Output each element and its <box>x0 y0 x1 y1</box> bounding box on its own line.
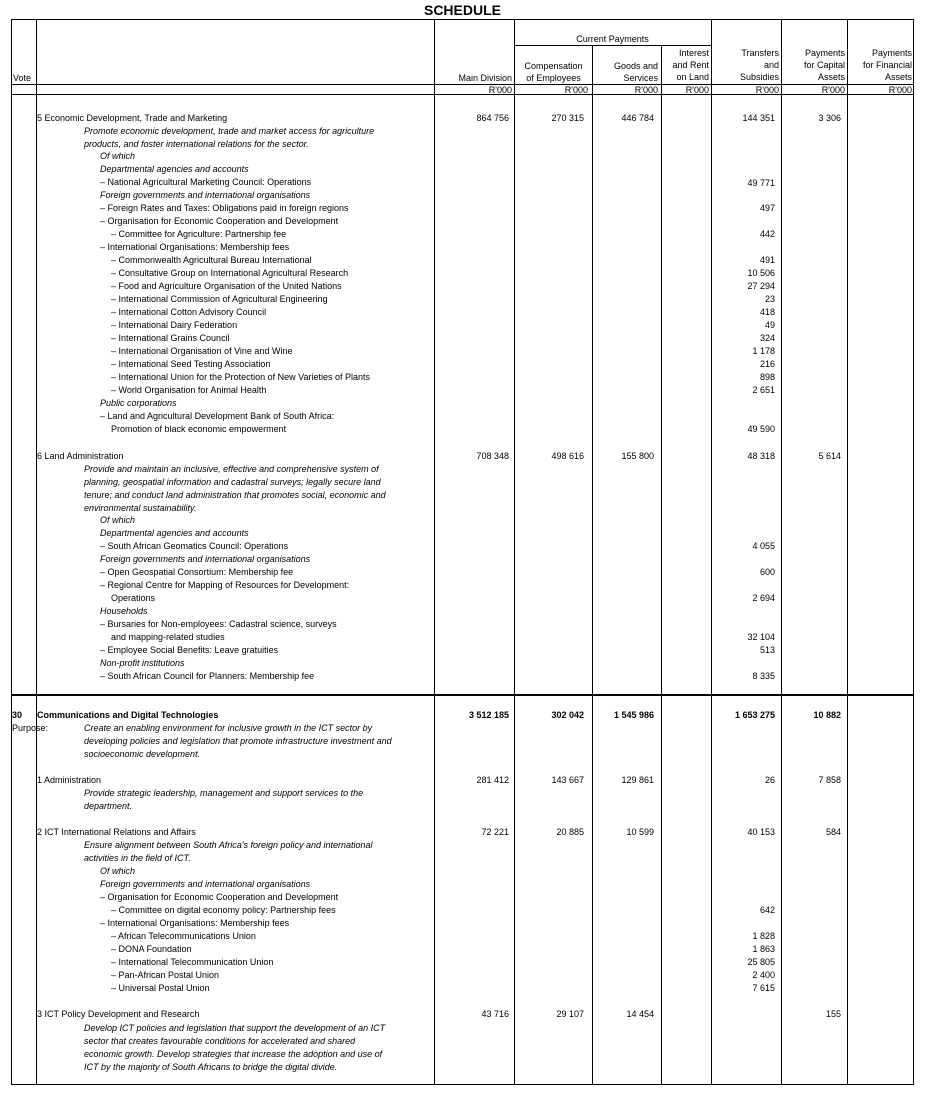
row-description: Provide and maintain an inclusive, effective and comprehensive system of <box>84 464 379 474</box>
cap-value: 3 306 <box>818 113 841 123</box>
goods-value: 129 861 <box>621 775 654 785</box>
trans-value: 144 351 <box>742 113 775 123</box>
row-description: – International Dairy Federation <box>111 320 238 330</box>
row-description: Create an enabling environment for inclusive growth in the ICT sector by <box>84 723 373 733</box>
row-description: Public corporations <box>100 398 177 408</box>
row-description: – National Agricultural Marketing Council: Operations <box>100 177 312 187</box>
vote-separator-rule <box>11 694 914 696</box>
row-description: department. <box>84 801 133 811</box>
row-description: – DONA Foundation <box>111 944 192 954</box>
trans-value: 497 <box>759 203 775 213</box>
compensation-header <box>515 60 592 84</box>
row-description: Departmental agencies and accounts <box>100 528 249 538</box>
trans-value: 40 153 <box>747 827 775 837</box>
col-border <box>434 19 435 1085</box>
row-description: Foreign governments and international organisations <box>100 554 311 564</box>
header-line: of Employees <box>526 73 581 83</box>
unit-label: R'000 <box>564 85 588 95</box>
row-description: – Foreign Rates and Taxes: Obligations paid in foreign regions <box>100 203 349 213</box>
trans-value: 491 <box>759 255 775 265</box>
goods-value: 155 800 <box>621 451 654 461</box>
main-value: 864 756 <box>476 113 509 123</box>
row-description: – International Seed Testing Association <box>111 359 271 369</box>
row-description: – International Union for the Protection of New Varieties of Plants <box>111 372 370 382</box>
interest-rent-header <box>662 47 709 83</box>
vote-value: 30 <box>12 710 23 720</box>
trans-value: 898 <box>759 372 775 382</box>
row-description: Provide strategic leadership, management and support services to the <box>84 788 364 798</box>
row-description: – South African Geomatics Council: Operations <box>100 541 289 551</box>
row-description: – Organisation for Economic Cooperation and Development <box>100 892 339 902</box>
row-description: – Open Geospatial Consortium: Membership fee <box>100 567 294 577</box>
row-description: – Land and Agricultural Development Bank of South Africa: <box>100 411 335 421</box>
row-description: – Regional Centre for Mapping of Resources for Development: <box>100 580 350 590</box>
row-description: 3 ICT Policy Development and Research <box>37 1009 200 1019</box>
row-description: planning, geospatial information and cadastral surveys; legally secure land <box>84 477 381 487</box>
trans-value: 216 <box>759 359 775 369</box>
row-description: – International Telecommunication Union <box>111 957 274 967</box>
header-line: and Rent <box>672 60 709 70</box>
trans-value: 8 335 <box>752 671 775 681</box>
col-border <box>592 45 593 1085</box>
unit-label: R'000 <box>755 85 779 95</box>
unit-label: R'000 <box>634 85 658 95</box>
row-description: Ensure alignment between South Africa's foreign policy and international <box>84 840 373 850</box>
row-description: Purpose: <box>12 723 49 733</box>
row-description: products, and foster international relations for the sector. <box>84 139 309 149</box>
row-description: Of which <box>100 866 136 876</box>
row-description: – Committee for Agriculture: Partnership fee <box>111 229 287 239</box>
trans-value: 2 694 <box>752 593 775 603</box>
trans-value: 27 294 <box>747 281 775 291</box>
trans-value: 49 <box>764 320 775 330</box>
unit-label: R'000 <box>888 85 912 95</box>
header-line: Assets <box>884 72 912 82</box>
header-line: Assets <box>817 72 845 82</box>
trans-value: 418 <box>759 307 775 317</box>
row-description: – International Cotton Advisory Council <box>111 307 267 317</box>
table-top-border <box>11 19 914 20</box>
row-description: – International Commission of Agricultural Engineering <box>111 294 328 304</box>
row-description: – International Organisations: Membership fees <box>100 242 290 252</box>
financial-assets-header <box>848 47 912 83</box>
row-description: 1 Administration <box>37 775 102 785</box>
trans-value: 1 863 <box>752 944 775 954</box>
cap-value: 155 <box>825 1009 841 1019</box>
trans-value: 600 <box>759 567 775 577</box>
cap-value: 7 858 <box>818 775 841 785</box>
unit-label: R'000 <box>488 85 512 95</box>
header-line: on Land <box>676 72 709 82</box>
current-payments-divider <box>514 45 711 46</box>
trans-value: 442 <box>759 229 775 239</box>
row-description: Develop ICT policies and legislation that support the development of an ICT <box>84 1023 386 1033</box>
vote-header: Vote <box>13 73 32 83</box>
row-description: – Bursaries for Non-employees: Cadastral science, surveys <box>100 619 337 629</box>
row-description: Non-profit institutions <box>100 658 185 668</box>
trans-value: 32 104 <box>747 632 775 642</box>
trans-value: 49 590 <box>747 424 775 434</box>
header-line: for Financial <box>862 60 912 70</box>
row-description: developing policies and legislation that promote infrastructure investment and <box>84 736 392 746</box>
row-description: Of which <box>100 515 136 525</box>
row-description: 2 ICT International Relations and Affairs <box>37 827 196 837</box>
row-description: activities in the field of ICT. <box>84 853 191 863</box>
trans-value: 2 651 <box>752 385 775 395</box>
comp-value: 20 885 <box>556 827 584 837</box>
cap-value: 10 882 <box>813 710 841 720</box>
row-description: Communications and Digital Technologies <box>37 710 219 720</box>
trans-value: 48 318 <box>747 451 775 461</box>
row-description: – South African Council for Planners: Membership fee <box>100 671 315 681</box>
row-description: Foreign governments and international organisations <box>100 879 311 889</box>
row-description: Promotion of black economic empowerment <box>111 424 287 434</box>
col-border <box>847 19 848 1085</box>
comp-value: 270 315 <box>551 113 584 123</box>
header-line: Services <box>623 73 658 83</box>
comp-value: 302 042 <box>551 710 584 720</box>
main-value: 708 348 <box>476 451 509 461</box>
page-title: SCHEDULE <box>423 2 501 18</box>
row-description: – Universal Postal Union <box>111 983 210 993</box>
unit-label: R'000 <box>685 85 709 95</box>
row-description: – Commonwealth Agricultural Bureau International <box>111 255 312 265</box>
cap-value: 5 614 <box>818 451 841 461</box>
row-description: – Employee Social Benefits: Leave gratuities <box>100 645 279 655</box>
row-description: and mapping-related studies <box>111 632 225 642</box>
trans-value: 513 <box>759 645 775 655</box>
row-description: – African Telecommunications Union <box>111 931 256 941</box>
main-division-header: Main Division <box>458 73 512 83</box>
goods-value: 1 545 986 <box>613 710 654 720</box>
trans-value: 25 805 <box>747 957 775 967</box>
row-description: Foreign governments and international organisations <box>100 190 311 200</box>
main-value: 3 512 185 <box>468 710 509 720</box>
row-description: Promote economic development, trade and market access for agriculture <box>84 126 375 136</box>
row-description: socioeconomic development. <box>84 749 201 759</box>
capital-assets-header <box>782 47 845 83</box>
trans-value: 4 055 <box>752 541 775 551</box>
row-description: – International Organisation of Vine and Wine <box>111 346 293 356</box>
trans-value: 7 615 <box>752 983 775 993</box>
header-line: Subsidies <box>739 72 779 82</box>
trans-value: 10 506 <box>747 268 775 278</box>
comp-value: 143 667 <box>551 775 584 785</box>
header-line: Payments <box>871 48 912 58</box>
col-border <box>661 45 662 1085</box>
trans-value: 642 <box>759 905 775 915</box>
main-value: 72 221 <box>481 827 509 837</box>
comp-value: 498 616 <box>551 451 584 461</box>
comp-value: 29 107 <box>556 1009 584 1019</box>
col-border <box>781 19 782 1085</box>
row-description: – Committee on digital economy policy: Partnership fees <box>111 905 336 915</box>
header-line: Payments <box>804 48 845 58</box>
col-border <box>36 19 37 1085</box>
header-line: Compensation <box>524 61 583 71</box>
col-border <box>514 19 515 1085</box>
goods-services-header <box>593 60 658 84</box>
row-description: Departmental agencies and accounts <box>100 164 249 174</box>
header-line: Goods and <box>613 61 658 71</box>
main-value: 281 412 <box>476 775 509 785</box>
row-description: sector that creates favourable conditions for accelerated and shared <box>84 1036 356 1046</box>
trans-value: 26 <box>764 775 775 785</box>
row-description: tenure; and conduct land administration that promotes social, economic and <box>84 490 386 500</box>
row-description: – Food and Agriculture Organisation of the United Nations <box>111 281 342 291</box>
goods-value: 446 784 <box>621 113 654 123</box>
header-line: for Capital <box>803 60 845 70</box>
row-description: – International Organisations: Membership fees <box>100 918 290 928</box>
goods-value: 10 599 <box>626 827 654 837</box>
row-description: Households <box>100 606 148 616</box>
row-description: environmental sustainability. <box>84 503 197 513</box>
row-description: economic growth. Develop strategies that increase the adoption and use of <box>84 1049 383 1059</box>
trans-value: 1 828 <box>752 931 775 941</box>
row-description: Operations <box>111 593 156 603</box>
trans-value: 23 <box>764 294 775 304</box>
col-border <box>11 19 12 1085</box>
main-value: 43 716 <box>481 1009 509 1019</box>
goods-value: 14 454 <box>626 1009 654 1019</box>
row-description: ICT by the majority of South Africans to bridge the digital divide. <box>84 1062 338 1072</box>
table-bottom-border <box>11 1084 914 1085</box>
trans-value: 1 178 <box>752 346 775 356</box>
transfers-header <box>712 47 779 83</box>
row-description: Of which <box>100 151 136 161</box>
col-border <box>913 19 914 1085</box>
row-description: 5 Economic Development, Trade and Marketing <box>37 113 228 123</box>
header-line: Interest <box>678 48 709 58</box>
unit-label: R'000 <box>821 85 845 95</box>
row-description: – Consultative Group on International Agricultural Research <box>111 268 349 278</box>
current-payments-header: Current Payments <box>576 34 649 44</box>
trans-value: 324 <box>759 333 775 343</box>
header-line: Transfers <box>741 48 779 58</box>
row-description: – International Grains Council <box>111 333 230 343</box>
row-description: – Organisation for Economic Cooperation and Development <box>100 216 339 226</box>
trans-value: 1 653 275 <box>734 710 775 720</box>
trans-value: 2 400 <box>752 970 775 980</box>
cap-value: 584 <box>825 827 841 837</box>
trans-value: 49 771 <box>747 178 775 188</box>
header-line: and <box>763 60 779 70</box>
row-description: 6 Land Administration <box>37 451 124 461</box>
row-description: – Pan-African Postal Union <box>111 970 220 980</box>
row-description: – World Organisation for Animal Health <box>111 385 267 395</box>
